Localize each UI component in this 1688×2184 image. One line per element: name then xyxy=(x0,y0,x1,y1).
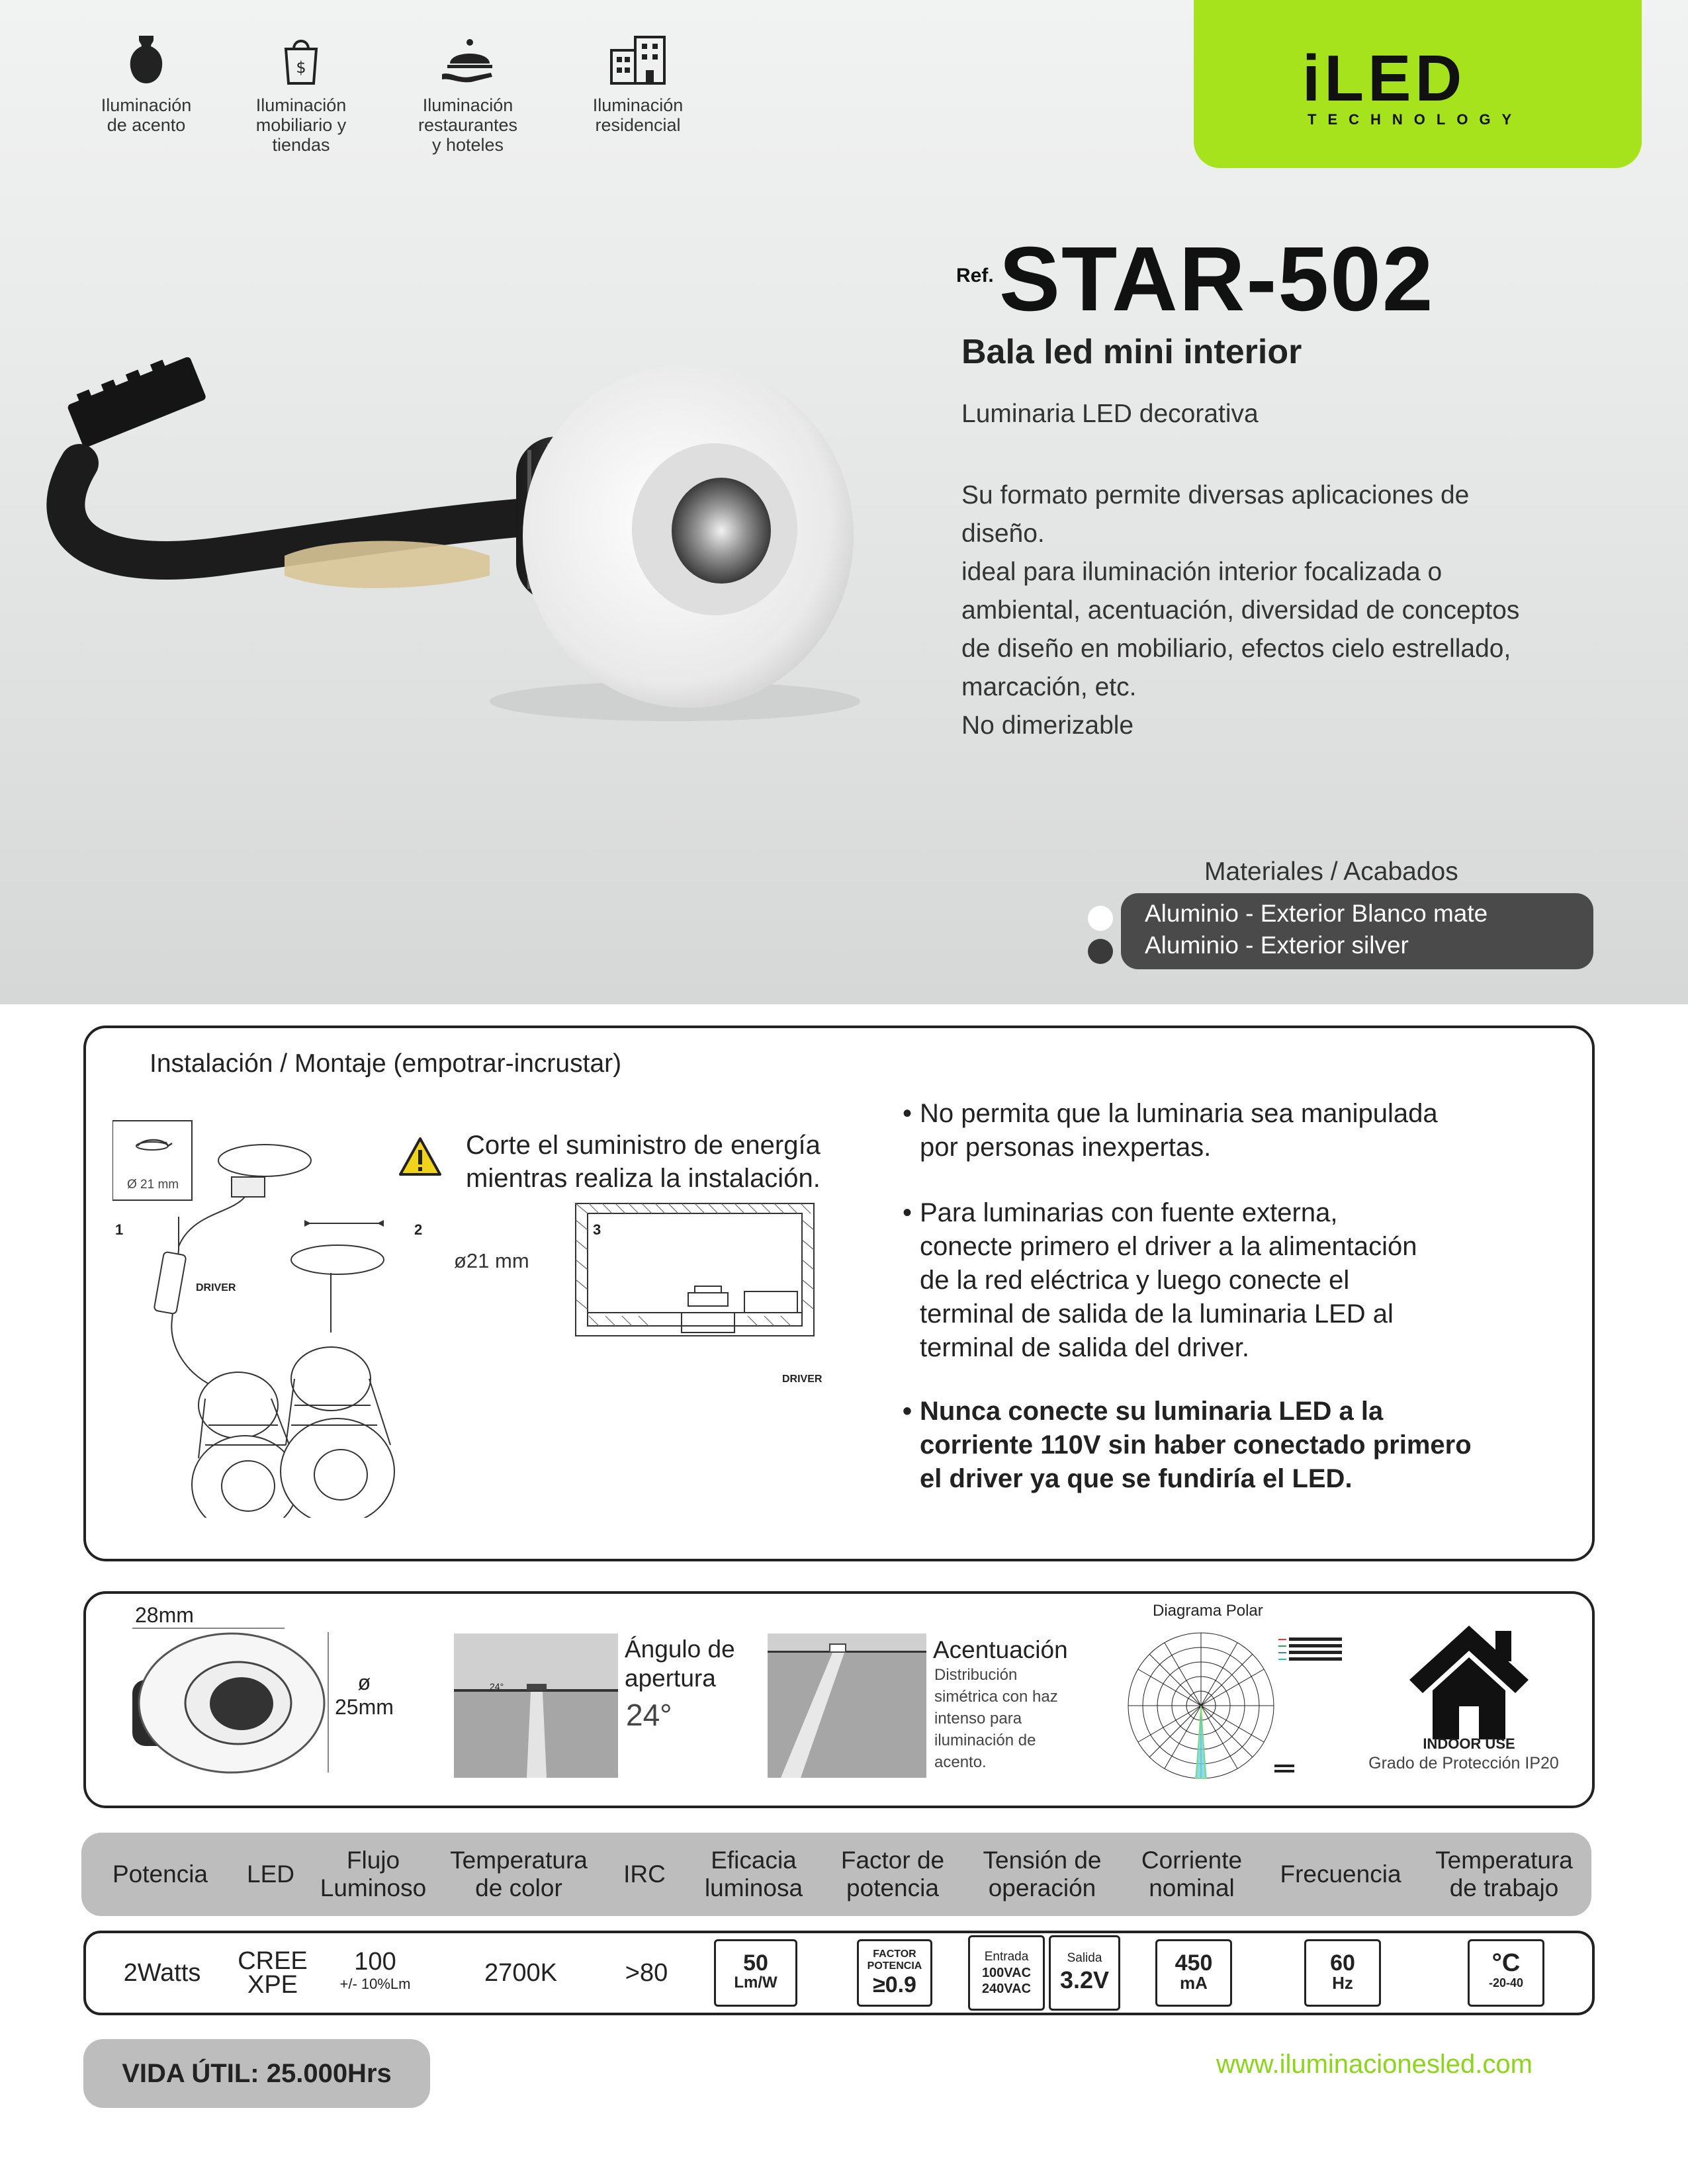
value-line: ≥0.9 xyxy=(873,1972,916,1997)
bullet-line: por personas inexpertas. xyxy=(920,1133,1212,1162)
brand-name: iLED xyxy=(1302,42,1466,114)
temperature-box xyxy=(1468,1939,1544,2007)
value-line: Hz xyxy=(1332,1973,1353,1993)
distribution-description xyxy=(934,1664,1058,1773)
application-accent xyxy=(70,33,222,135)
description-line: marcación, etc. xyxy=(961,673,1137,701)
header-line: Temperatura xyxy=(1435,1847,1573,1874)
width-label: 28mm xyxy=(135,1603,194,1627)
application-label-line: restaurantes xyxy=(418,115,518,135)
material-item: Aluminio - Exterior silver xyxy=(1145,932,1409,959)
hero-section xyxy=(0,0,1688,1004)
beam-angle-small-label: 24° xyxy=(490,1681,504,1692)
bullet-item xyxy=(903,1196,1417,1365)
header-irc xyxy=(601,1833,688,1916)
power-factor-box xyxy=(857,1939,932,2007)
shopping-bag-icon xyxy=(278,33,324,86)
polar-diagram xyxy=(1125,1623,1376,1788)
header-led xyxy=(231,1833,310,1916)
bullet-dot: • xyxy=(903,1198,912,1227)
bullet-line: corriente 110V sin haber conectado primero xyxy=(920,1430,1472,1460)
bullet-item-warning xyxy=(903,1395,1472,1496)
header-line: Potencia xyxy=(112,1860,208,1888)
reference-label: Ref. xyxy=(956,265,994,286)
step-number: 3 xyxy=(593,1221,601,1238)
application-label-line: Iluminación xyxy=(592,95,684,115)
header-line: de color xyxy=(475,1874,562,1901)
value-factor xyxy=(822,1933,967,2013)
value-line: POTENCIA xyxy=(867,1960,922,1972)
value-flujo xyxy=(312,1933,438,2013)
spec-table-values xyxy=(83,1931,1595,2015)
bullet-line: conecte primero el driver a la alimentación xyxy=(920,1232,1417,1261)
application-label-line: mobiliario y xyxy=(255,115,347,135)
value-led xyxy=(233,1933,312,2013)
header-line: Tensión de xyxy=(983,1847,1102,1874)
header-line: operación xyxy=(988,1874,1096,1901)
input-voltage-box xyxy=(968,1935,1045,2011)
warning-line: Corte el suministro de energía xyxy=(466,1131,821,1160)
description-line: ideal para iluminación interior focalizada o xyxy=(961,558,1443,586)
header-line: de trabajo xyxy=(1449,1874,1559,1901)
application-label-line: Iluminación xyxy=(101,95,192,115)
header-line: LED xyxy=(247,1860,294,1888)
bullet-line: Nunca conecte su luminaria LED a la xyxy=(920,1397,1384,1426)
serving-cloche-icon xyxy=(438,33,498,86)
distribution-line: Distribución xyxy=(934,1666,1018,1684)
value-irc: >80 xyxy=(625,1958,668,1987)
header-line: Luminoso xyxy=(320,1874,427,1901)
value-line: mA xyxy=(1180,1973,1208,1993)
description-line: No dimerizable xyxy=(961,711,1134,740)
header-potencia xyxy=(89,1833,231,1916)
bullet-dot: • xyxy=(903,1099,912,1128)
header-temperatura-trabajo xyxy=(1417,1833,1591,1916)
header-line: potencia xyxy=(846,1874,939,1901)
value-line: Salida xyxy=(1067,1951,1102,1965)
hole-diameter-label: ø21 mm xyxy=(454,1249,529,1272)
specifications-box xyxy=(83,1591,1595,1808)
frequency-box xyxy=(1304,1939,1381,2007)
materials-list xyxy=(1121,893,1593,969)
value-line: Entrada xyxy=(984,1950,1029,1964)
value-eficacia xyxy=(689,1933,822,2013)
application-label-line: Iluminación xyxy=(422,95,513,115)
vase-icon xyxy=(123,33,169,86)
installation-title: Instalación / Montaje (empotrar-incrustar) xyxy=(150,1049,622,1078)
header-temperatura-color xyxy=(436,1833,601,1916)
description-line: diseño. xyxy=(961,519,1045,548)
distribution-graphic xyxy=(768,1634,926,1778)
value-line: -20-40 xyxy=(1488,1976,1524,1989)
brand-subtitle: TECHNOLOGY xyxy=(1308,111,1523,128)
bullet-item xyxy=(903,1097,1438,1164)
angle-title-line: Ángulo de xyxy=(625,1636,735,1663)
value-line: XPE xyxy=(247,1971,298,1999)
header-corriente xyxy=(1119,1833,1265,1916)
diameter-symbol: ø xyxy=(357,1671,371,1694)
dimensions-drawing xyxy=(119,1620,371,1786)
spec-table-header xyxy=(81,1833,1591,1916)
product-photo xyxy=(26,357,887,728)
header-line: Frecuencia xyxy=(1280,1860,1401,1888)
brand-logo xyxy=(1302,42,1523,128)
building-icon xyxy=(605,33,671,86)
warning-icon xyxy=(398,1137,442,1176)
warning-line: mientras realiza la instalación. xyxy=(466,1164,821,1193)
application-label-line: y hoteles xyxy=(431,135,504,155)
value-potencia: 2Watts xyxy=(123,1958,201,1987)
application-retail xyxy=(225,33,377,155)
value-line: 100VAC xyxy=(981,1966,1032,1980)
value-frecuencia xyxy=(1266,1933,1419,2013)
step-number: 2 xyxy=(414,1221,423,1238)
efficacy-box xyxy=(714,1939,797,2007)
distribution-title: Acentuación xyxy=(933,1636,1068,1663)
output-voltage-box xyxy=(1049,1935,1120,2011)
angle-title-line: apertura xyxy=(625,1665,716,1692)
bullet-line: de la red eléctrica y luego conecte el xyxy=(920,1266,1350,1295)
header-frecuencia xyxy=(1265,1833,1417,1916)
cutout-label: Ø 21 mm xyxy=(127,1178,179,1192)
value-cct: 2700K xyxy=(484,1958,557,1987)
value-line: 450 xyxy=(1175,1950,1213,1976)
value-temperatura-trabajo xyxy=(1419,1933,1593,2013)
application-label-line: residencial xyxy=(595,115,681,135)
value-line: 240VAC xyxy=(981,1982,1032,1996)
value-tension xyxy=(967,1933,1121,2013)
diameter-value: 25mm xyxy=(335,1695,394,1719)
swatch-silver xyxy=(1088,939,1113,964)
product-description xyxy=(961,476,1663,745)
description-line: Su formato permite diversas aplicaciones de xyxy=(961,481,1470,509)
distribution-line: simétrica con haz xyxy=(934,1688,1058,1706)
header-line: luminosa xyxy=(704,1874,803,1901)
header-line: Corriente xyxy=(1141,1847,1243,1874)
header-factor xyxy=(820,1833,965,1916)
application-residential xyxy=(562,33,714,135)
value-line: 100 xyxy=(354,1948,396,1976)
header-line: Eficacia xyxy=(711,1847,797,1874)
current-box xyxy=(1155,1939,1232,2007)
header-line: Flujo xyxy=(346,1847,400,1874)
angle-title xyxy=(625,1635,735,1693)
header-line: IRC xyxy=(623,1860,666,1888)
house-icon xyxy=(1403,1619,1535,1745)
lifespan-badge: VIDA ÚTIL: 25.000Hrs xyxy=(83,2039,430,2108)
angle-value: 24° xyxy=(626,1698,672,1732)
installation-box xyxy=(83,1026,1595,1561)
header-tension xyxy=(965,1833,1119,1916)
swatch-white xyxy=(1088,906,1113,931)
value-line: 50 xyxy=(743,1950,768,1976)
header-line: nominal xyxy=(1149,1874,1235,1901)
application-label-line: tiendas xyxy=(272,135,330,155)
distribution-line: intenso para xyxy=(934,1710,1022,1727)
driver-label: DRIVER xyxy=(196,1282,236,1293)
svg-text:$: $ xyxy=(296,58,306,77)
bullet-line: terminal de salida de la luminaria LED al xyxy=(920,1299,1394,1329)
bullet-line: terminal de salida del driver. xyxy=(920,1333,1250,1362)
product-model: STAR-502 xyxy=(999,228,1435,330)
description-line: de diseño en mobiliario, efectos cielo estrellado, xyxy=(961,634,1511,663)
warning-text xyxy=(466,1129,821,1195)
product-subtitle: Bala led mini interior xyxy=(961,333,1302,371)
materials-title: Materiales / Acabados xyxy=(1204,857,1458,886)
polar-diagram-title: Diagrama Polar xyxy=(1153,1602,1263,1620)
driver-label: DRIVER xyxy=(782,1374,822,1385)
header-flujo xyxy=(310,1833,436,1916)
website-link[interactable]: www.iluminacionesled.com xyxy=(1216,2050,1533,2079)
value-corriente xyxy=(1121,1933,1266,2013)
description-line: ambiental, acentuación, diversidad de conceptos xyxy=(961,596,1520,625)
value-line: FACTOR xyxy=(873,1948,916,1960)
protection-grade: Grado de Protección IP20 xyxy=(1368,1754,1559,1772)
diameter-label xyxy=(335,1671,394,1720)
application-label-line: de acento xyxy=(107,115,186,135)
value-line: 60 xyxy=(1330,1950,1355,1976)
bullet-line: el driver ya que se fundiría el LED. xyxy=(920,1464,1353,1493)
step-number: 1 xyxy=(115,1221,124,1238)
application-label-line: Iluminación xyxy=(255,95,347,115)
header-line: Factor de xyxy=(840,1847,945,1874)
value-line: +/- 10%Lm xyxy=(339,1976,411,1992)
bullet-line: Para luminarias con fuente externa, xyxy=(920,1198,1338,1227)
product-tagline: Luminaria LED decorativa xyxy=(961,400,1259,428)
distribution-line: iluminación de xyxy=(934,1731,1036,1749)
header-line: Temperatura xyxy=(450,1847,588,1874)
application-restaurants xyxy=(392,33,544,155)
beam-angle-graphic xyxy=(454,1634,618,1778)
material-item: Aluminio - Exterior Blanco mate xyxy=(1145,900,1488,927)
value-line: CREE xyxy=(238,1947,308,1975)
header-eficacia xyxy=(688,1833,820,1916)
bullet-line: No permita que la luminaria sea manipulada xyxy=(920,1099,1438,1128)
value-line: 3.2V xyxy=(1059,1966,1110,1993)
indoor-use-label: INDOOR USE xyxy=(1423,1735,1515,1752)
distribution-line: acento. xyxy=(934,1753,987,1771)
value-line: °C xyxy=(1491,1949,1521,1977)
bullet-dot: • xyxy=(903,1397,912,1426)
value-line: Lm/W xyxy=(734,1974,777,1991)
